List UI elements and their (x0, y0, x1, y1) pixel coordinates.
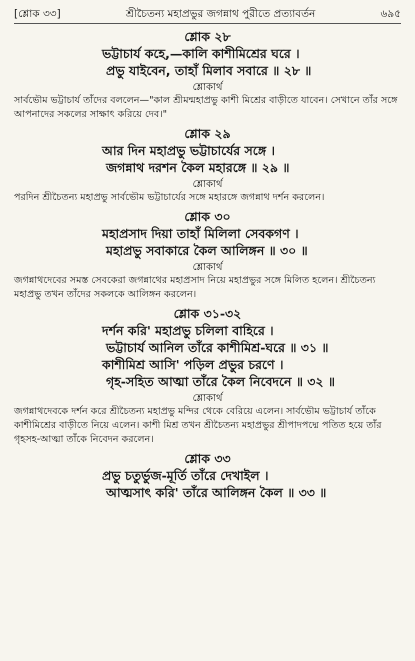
translation-text: সার্বভৌম ভট্টাচার্য তাঁদের বললেন—"কাল শ্রীমন্মহাপ্রভু কাশী মিশ্রের বাড়ীতে যাবেন। সেখানে তাঁর সঙ্গে আপনাদের সকলের সাক্ষাৎ করিয়ে দেব।" (14, 95, 398, 120)
page-number: ৬৯৫ (380, 8, 401, 20)
verse-section-29 (14, 125, 401, 205)
verse-line: ভট্টাচার্য কহে,—কালি কাশীমিশ্রের ঘরে । (102, 46, 300, 61)
header-verse-ref: [শ্লোক ৩৩] (14, 8, 61, 20)
verse-section-31-32 (14, 305, 401, 447)
verse-section-28 (14, 28, 401, 122)
verse-line: আর দিন মহাপ্রভু ভট্টাচার্যের সঙ্গে । (102, 143, 275, 158)
verse-number: শ্লোক ২৮ (184, 29, 231, 44)
verse-line: আত্মসাৎ করি' তাঁরে আলিঙ্গন কৈল ॥ ৩৩ ॥ (106, 485, 327, 500)
verse-line: প্রভু যাইবেন, তাহাঁ মিলাব সবারে ॥ ২৮ ॥ (106, 63, 312, 78)
verse-number: শ্লোক ৩১-৩২ (173, 306, 242, 321)
verse-section-33 (14, 450, 401, 501)
verse-line: মহাপ্রসাদ দিয়া তাহাঁ মিলিলা সেবকগণ । (102, 226, 299, 241)
translation-text: জগন্নাথদেবের সমস্ত সেবকেরা জগন্নাথের মহাপ্রসাদ নিয়ে মহাপ্রভুর সঙ্গে মিলিত হলেন। শ্রীচৈতন্য মহাপ্রভু তখন তাঁদের সকলকে আলিঙ্গন করলেন। (14, 275, 376, 300)
translation-heading: শ্লোকার্থ (192, 262, 223, 273)
verse-number: শ্লোক ২৯ (184, 126, 231, 141)
verse-line: কাশীমিশ্র আসি' পড়িল প্রভুর চরণে । (102, 357, 284, 372)
translation-text: পরদিন শ্রীচৈতন্য মহাপ্রভু সার্বভৌম ভট্টাচার্যের সঙ্গে মহারঙ্গে জগন্নাথ দর্শন করলেন। (14, 192, 325, 203)
running-header (14, 0, 401, 24)
translation-heading: শ্লোকার্থ (192, 393, 223, 404)
verse-line: ভট্টাচার্য আনিল তাঁরে কাশীমিশ্র-ঘরে ॥ ৩১ ॥ (106, 340, 329, 355)
verse-line: গৃহ-সহিত আত্মা তাঁরে কৈল নিবেদনে ॥ ৩২ ॥ (106, 374, 335, 389)
verse-line: মহাপ্রভু সবাকারে কৈল আলিঙ্গন ॥ ৩০ ॥ (106, 243, 308, 258)
verse-line: প্রভু চতুর্ভুজ-মূর্তি তাঁরে দেখাইল । (102, 468, 269, 483)
verse-number: শ্লোক ৩৩ (184, 451, 231, 466)
header-chapter-title: শ্রীচৈতন্য মহাপ্রভুর জগন্নাথ পুরীতে প্রত্যাবর্তন (125, 8, 316, 20)
translation-text: জগন্নাথদেবকে দর্শন করে শ্রীচৈতন্য মহাপ্রভু মন্দির থেকে বেরিয়ে এলেন। সার্বভৌম ভট্টাচার্য তাঁকে কাশীমিশ্রের বাড়ীতে নিয়ে এলেন। কাশী মিশ্র তখন শ্রীচৈতন্য মহাপ্রভুর শ্রীপাদপদ্মে পতিত হয়ে তাঁর গৃহসহ-আত্মা তাঁকে নিবেদন করলেন। (14, 406, 382, 445)
translation-heading: শ্লোকার্থ (192, 82, 223, 93)
verse-line: দর্শন করি' মহাপ্রভু চলিলা বাহিরে । (102, 323, 274, 338)
verse-line: জগন্নাথ দরশন কৈল মহারঙ্গে ॥ ২৯ ॥ (106, 160, 290, 175)
translation-heading: শ্লোকার্থ (192, 179, 223, 190)
verse-number: শ্লোক ৩০ (184, 209, 231, 224)
verse-section-30 (14, 208, 401, 302)
